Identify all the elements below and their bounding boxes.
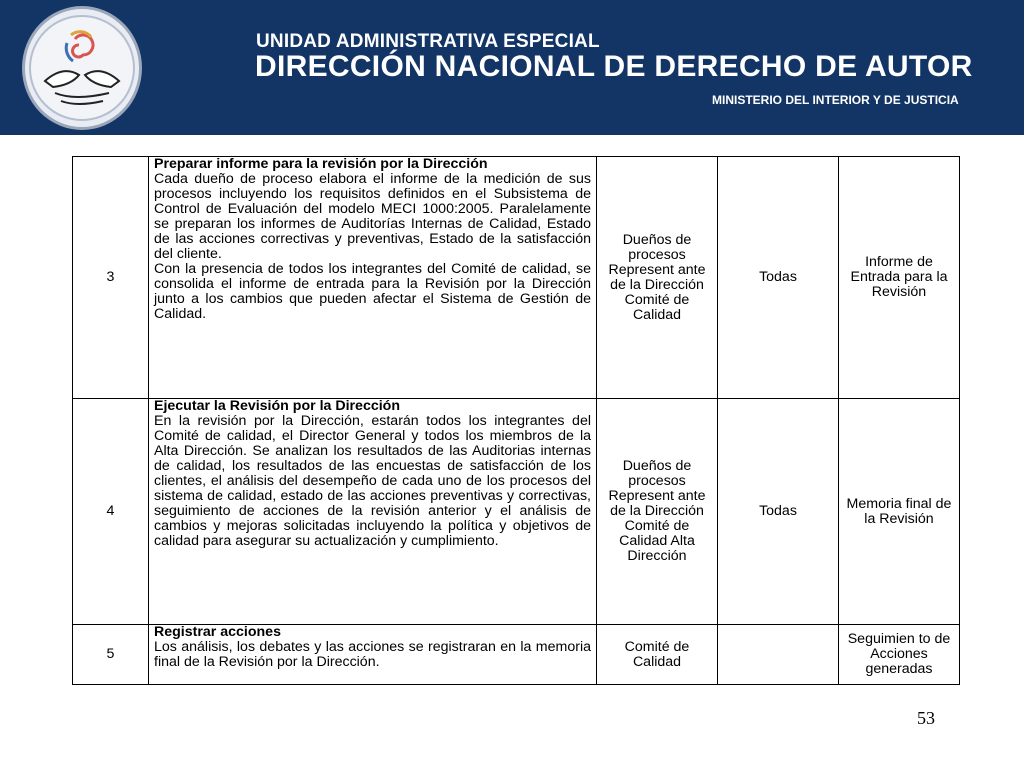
step-body: Cada dueño de proceso elabora el informe de la medición de sus procesos incluyendo los requisitos definidos en el Subsistema de Control de Evaluación del modelo MECI 1000:2005. Paralelamente se preparan los informes de Auditorías Internas de Calidad, Estado de las acciones correctivas y preventivas, Estado de la satisfacción del cliente. Con la presencia de todos los integrantes del Comité de calidad, se consolida el informe de entrada para la Revisión por la Dirección junto a los cambios que pueden afectar el Sistema de Gestión de Calidad.	[154, 171, 591, 322]
step-title: Preparar informe para la revisión por la Dirección	[154, 156, 488, 172]
step-responsible: Comité de Calidad	[597, 625, 718, 685]
hands-logo-icon	[25, 9, 139, 127]
step-number: 4	[73, 399, 149, 625]
step-number: 3	[73, 157, 149, 399]
step-output: Informe de Entrada para la Revisión	[839, 157, 960, 399]
step-responsible: Dueños de procesos Represent ante de la Dirección Comité de Calidad Alta Dirección	[597, 399, 718, 625]
step-title: Registrar acciones	[154, 624, 281, 640]
step-scope: Todas	[718, 157, 839, 399]
header-ministry: MINISTERIO DEL INTERIOR Y DE JUSTICIA	[712, 93, 959, 107]
step-scope: Todas	[718, 399, 839, 625]
step-description	[149, 625, 597, 685]
step-description	[149, 399, 597, 625]
header-title: DIRECCIÓN NACIONAL DE DERECHO DE AUTOR	[255, 50, 973, 83]
procedure-table	[72, 156, 960, 685]
step-output: Memoria final de la Revisión	[839, 399, 960, 625]
step-responsible: Dueños de procesos Represent ante de la Dirección Comité de Calidad	[597, 157, 718, 399]
step-body: En la revisión por la Dirección, estarán todos los integrantes del Comité de calidad, el Director General y todos los miembros de la Alta Dirección. Se analizan los resultados de las Auditorias internas de calidad, los resultados de las encuestas de satisfacción de los clientes, el análisis del desempeño de cada uno de los procesos del sistema de calidad, estado de las acciones preventivas y correctivas, seguimiento de acciones de la revisión anterior y el análisis de cambios y mejoras solicitadas incluyendo la política y objetivos de calidad para asegurar su actualización y cumplimiento.	[154, 413, 591, 549]
step-body: Los análisis, los debates y las acciones se registraran en la memoria final de la Revisión por la Dirección.	[154, 639, 591, 670]
step-title: Ejecutar la Revisión por la Dirección	[154, 398, 401, 414]
table-row	[73, 399, 960, 625]
header-banner	[0, 0, 1024, 135]
step-number: 5	[73, 625, 149, 685]
page-number: 53	[917, 708, 935, 728]
table-row	[73, 157, 960, 399]
step-description	[149, 157, 597, 399]
step-output: Seguimien to de Acciones generadas	[839, 625, 960, 685]
header-unit: UNIDAD ADMINISTRATIVA ESPECIAL	[256, 31, 600, 52]
logo	[22, 6, 142, 130]
step-scope	[718, 625, 839, 685]
table-row	[73, 625, 960, 685]
